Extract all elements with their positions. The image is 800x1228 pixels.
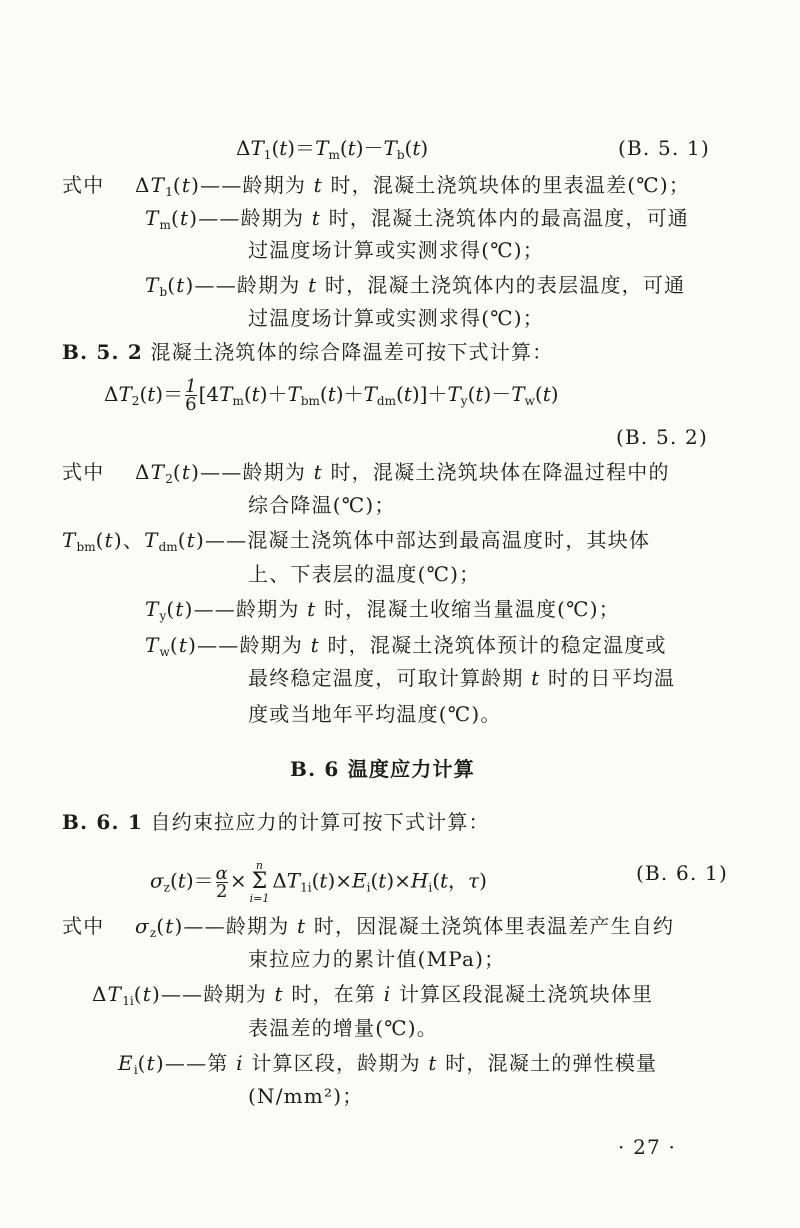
text-run: )——龄期为 [151, 982, 275, 1006]
subscript: 1i [122, 994, 134, 1008]
math-symbol: σ [150, 868, 164, 893]
text-run: )——龄期为 [189, 206, 312, 230]
math-symbol: T [511, 382, 525, 406]
math-symbol: t [274, 982, 284, 1006]
math-symbol: t [542, 382, 551, 406]
math-symbol: t [313, 460, 323, 484]
math-symbol: t [297, 914, 307, 938]
where-label [62, 459, 104, 485]
math-symbol: t [403, 382, 412, 406]
math-symbol: σ [135, 914, 150, 938]
subscript: 1i [300, 880, 312, 895]
subscript: y [159, 609, 167, 623]
math-symbol: t [146, 1051, 156, 1075]
numerator: 1 [185, 376, 197, 397]
math-symbol: T [287, 382, 301, 406]
text-run: ( [172, 460, 182, 484]
text-run: 时，混凝土浇筑块体的里表温差(℃)； [322, 173, 691, 197]
text-run: 时的日平均温 [540, 666, 676, 690]
math-symbol: t [475, 382, 484, 406]
bold-label: B. 6 温度应力计算 [290, 757, 475, 781]
formula-label-b51 [618, 135, 710, 161]
text-run: 式中 [62, 914, 105, 938]
text-run: 最终稳定温度，可取计算龄期 [248, 666, 532, 690]
math-symbol: t [181, 460, 192, 484]
math-symbol: t [165, 914, 175, 938]
text-run: 时，混凝土浇筑体预计的稳定温度或 [319, 633, 667, 657]
math-symbol: E [352, 868, 367, 893]
text-run: )＝ [155, 382, 184, 406]
subscript: i [366, 880, 371, 895]
text-run: ( [172, 173, 182, 197]
formula-label-b61 [636, 860, 728, 886]
math-symbol: t [531, 666, 541, 690]
text-run: Δ [272, 868, 287, 893]
text-run: Δ [104, 382, 119, 406]
subscript: i [133, 1063, 138, 1077]
subscript: m [328, 148, 340, 162]
text-run: )× [386, 868, 411, 893]
math-symbol: T [286, 868, 301, 893]
formula-b51 [236, 135, 428, 168]
math-symbol: T [383, 136, 397, 160]
text-run: ( [169, 868, 178, 893]
denominator: 6 [185, 394, 197, 415]
text-run: 时，混凝土浇筑块体在降温过程中的 [322, 460, 670, 484]
text-run: ) [420, 136, 429, 160]
text-run: ( [170, 206, 180, 230]
math-symbol: t [311, 206, 322, 230]
text-run: 计算区段混凝土浇筑块体里 [391, 982, 654, 1006]
formula-b52 [104, 378, 559, 414]
math-symbol: t [428, 1051, 438, 1075]
subscript: 1 [263, 148, 272, 162]
text-run: )－ [355, 136, 384, 160]
def-dt2-cont [248, 492, 396, 518]
def-tbm-tdm [62, 527, 650, 560]
subscript: m [159, 218, 171, 232]
math-symbol: t [175, 597, 185, 621]
math-symbol: t [412, 136, 421, 160]
math-symbol: T [150, 460, 166, 484]
clause-b52 [62, 339, 553, 365]
subscript: dm [376, 394, 396, 408]
formula-label-b52 [616, 424, 708, 450]
text-run: )＋ [335, 382, 364, 406]
numerator: α [215, 862, 228, 884]
math-symbol: t [186, 528, 196, 552]
text-run: 度或当地年平均温度(℃)。 [248, 702, 502, 726]
text-run: )＝ [185, 868, 214, 893]
math-symbol: T [62, 528, 77, 552]
text-run: ( [137, 1051, 147, 1075]
math-symbol: H [410, 868, 429, 893]
text-run: Δ [135, 460, 151, 484]
text-run: ( [133, 982, 143, 1006]
subscript: z [149, 926, 157, 940]
text-run: )——龄期为 [188, 633, 311, 657]
text-run: 综合降温(℃)； [248, 493, 396, 517]
def-ei-cont [248, 1083, 363, 1109]
sum-upper: n [255, 859, 263, 872]
math-symbol: T [363, 382, 377, 406]
formula-b61 [150, 860, 487, 904]
text-run: )、 [113, 528, 145, 552]
math-symbol: T [145, 597, 160, 621]
text-run: 时，混凝土浇筑体内的表层温度，可通 [317, 273, 686, 297]
subscript: b [159, 285, 168, 299]
math-symbol: t [440, 868, 449, 893]
def-tm-cont [248, 237, 544, 263]
math-symbol: t [313, 173, 323, 197]
text-run: )——龄期为 [191, 173, 314, 197]
text-run: )× [327, 868, 353, 893]
text-run: )]＋ [411, 382, 448, 406]
math-symbol: τ [468, 868, 480, 893]
def-dt1i [92, 981, 653, 1014]
text-run: 表温差的增量(℃)。 [248, 1016, 438, 1040]
text-run: 过温度场计算或实测求得(℃)； [248, 306, 544, 330]
text-run: 混凝土浇筑体的综合降温差可按下式计算： [143, 340, 554, 364]
math-symbol: T [219, 382, 233, 406]
math-symbol: t [181, 173, 192, 197]
text-run: ( [319, 382, 328, 406]
text-run: 时，混凝土的弹性模量 [437, 1051, 658, 1075]
subscript: m [232, 394, 244, 408]
subscript: 2 [131, 394, 140, 408]
text-run: )——龄期为 [185, 273, 309, 297]
subscript: b [396, 148, 405, 162]
def-tb [145, 272, 685, 305]
text-run: 式中 [62, 173, 105, 197]
text-run: (B. 6. 1) [636, 861, 728, 885]
text-run: )－ [483, 382, 512, 406]
text-run: ( [166, 597, 176, 621]
text-run: 计算区段，龄期为 [243, 1051, 429, 1075]
subscript: y [460, 394, 468, 408]
text-run: ( [339, 136, 348, 160]
math-symbol: T [150, 173, 166, 197]
subscript: dm [158, 540, 178, 554]
denominator: 2 [216, 880, 228, 902]
text-run: Δ [92, 982, 108, 1006]
math-symbol: t [327, 382, 336, 406]
text-run: (N/mm²)； [248, 1084, 364, 1108]
text-run: (B. 5. 2) [616, 425, 708, 449]
sigma-symbol: Σ [251, 869, 268, 894]
text-run: ( [177, 528, 187, 552]
text-run: ( [167, 273, 177, 297]
math-symbol: T [107, 982, 123, 1006]
text-run: ( [432, 868, 440, 893]
subscript: i [428, 880, 433, 895]
math-symbol: t [310, 633, 320, 657]
text-run: ) [479, 868, 487, 893]
text-run: )——龄期为 [184, 597, 308, 621]
def-tw-cont2 [248, 701, 502, 727]
text-run: 过温度场计算或实测求得(℃)； [248, 238, 544, 262]
bold-label: B. 5. 2 [62, 340, 143, 364]
text-run: ( [243, 382, 252, 406]
text-run: ( [467, 382, 476, 406]
math-symbol: t [347, 136, 356, 160]
math-symbol: t [308, 273, 318, 297]
text-run: ( [169, 633, 179, 657]
text-run: ( [311, 868, 320, 893]
text-run: )——第 [155, 1051, 237, 1075]
math-symbol: T [250, 136, 264, 160]
def-tm [145, 205, 689, 238]
math-symbol: E [118, 1051, 134, 1075]
math-symbol: T [145, 273, 160, 297]
text-run: · 27 · [618, 1135, 677, 1159]
text-run: × [229, 868, 247, 893]
text-run: )——龄期为 [191, 460, 314, 484]
text-run: ( [395, 382, 404, 406]
def-ei [118, 1050, 657, 1083]
math-symbol: t [147, 382, 156, 406]
text-run: ( [95, 528, 105, 552]
text-run: )＋ [259, 382, 288, 406]
subscript: w [524, 394, 535, 408]
def-ty [145, 596, 620, 629]
math-symbol: i [383, 982, 392, 1006]
def-dt2 [135, 459, 670, 492]
def-dt1 [135, 172, 690, 205]
text-run: Δ [135, 173, 151, 197]
math-symbol: t [176, 273, 186, 297]
text-run: 自约束拉应力的计算可按下式计算： [143, 810, 490, 834]
text-run: (B. 5. 1) [618, 136, 710, 160]
text-run: Δ [236, 136, 251, 160]
math-symbol: T [315, 136, 329, 160]
text-run: ( [156, 914, 166, 938]
math-symbol: t [142, 982, 152, 1006]
page-number [618, 1134, 676, 1160]
def-tb-cont [248, 305, 544, 331]
subscript: 1 [165, 185, 173, 199]
def-sigma [135, 913, 674, 946]
math-symbol: t [177, 868, 186, 893]
where-label [62, 172, 104, 198]
text-run: 时，在第 [283, 982, 384, 1006]
fraction [215, 862, 228, 902]
text-run: ( [139, 382, 148, 406]
math-symbol: t [179, 206, 190, 230]
math-symbol: T [144, 528, 159, 552]
text-run: ( [370, 868, 379, 893]
text-run: 时，混凝土浇筑体内的最高温度，可通 [321, 206, 689, 230]
math-symbol: T [145, 206, 160, 230]
def-tbm-tdm-cont [248, 561, 480, 587]
subscript: 2 [165, 472, 173, 486]
section-heading-b6 [290, 756, 475, 782]
math-symbol: t [178, 633, 189, 657]
def-sigma-cont [248, 946, 505, 972]
text-run: 时，混凝土收缩当量温度(℃)； [316, 597, 620, 621]
text-run: ) [550, 382, 559, 406]
math-symbol: t [307, 597, 317, 621]
sum-lower: i=1 [249, 892, 270, 905]
bold-label: B. 6. 1 [62, 810, 143, 834]
subscript: w [159, 645, 170, 659]
text-run: 时，因混凝土浇筑体里表温差产生自约 [306, 914, 675, 938]
text-run: ， [448, 868, 469, 893]
math-symbol: t [319, 868, 328, 893]
math-symbol: i [236, 1051, 244, 1075]
math-symbol: t [378, 868, 387, 893]
subscript: z [163, 880, 170, 895]
def-dt1i-cont [248, 1015, 438, 1041]
text-run: )——龄期为 [174, 914, 298, 938]
math-symbol: T [118, 382, 132, 406]
subscript: bm [76, 540, 96, 554]
text-run: 式中 [62, 460, 105, 484]
math-symbol: t [251, 382, 260, 406]
fraction [185, 378, 196, 413]
math-symbol: t [104, 528, 114, 552]
clause-b61 [62, 809, 490, 835]
def-tw [145, 632, 667, 665]
math-symbol: t [279, 136, 288, 160]
text-run: 上、下表层的温度(℃)； [248, 562, 481, 586]
subscript: bm [300, 394, 320, 408]
text-run: )＝ [287, 136, 316, 160]
where-label [62, 913, 104, 939]
text-run: [4 [198, 382, 220, 406]
text-run: ( [271, 136, 280, 160]
text-run: 束拉应力的累计值(MPa)； [248, 947, 506, 971]
text-run: ( [404, 136, 413, 160]
def-tw-cont1 [248, 665, 675, 691]
math-symbol: T [145, 633, 160, 657]
text-run: )——混凝土浇筑体中部达到最高温度时，其块体 [195, 528, 651, 552]
summation [250, 860, 270, 904]
math-symbol: T [447, 382, 461, 406]
text-run: ( [534, 382, 543, 406]
